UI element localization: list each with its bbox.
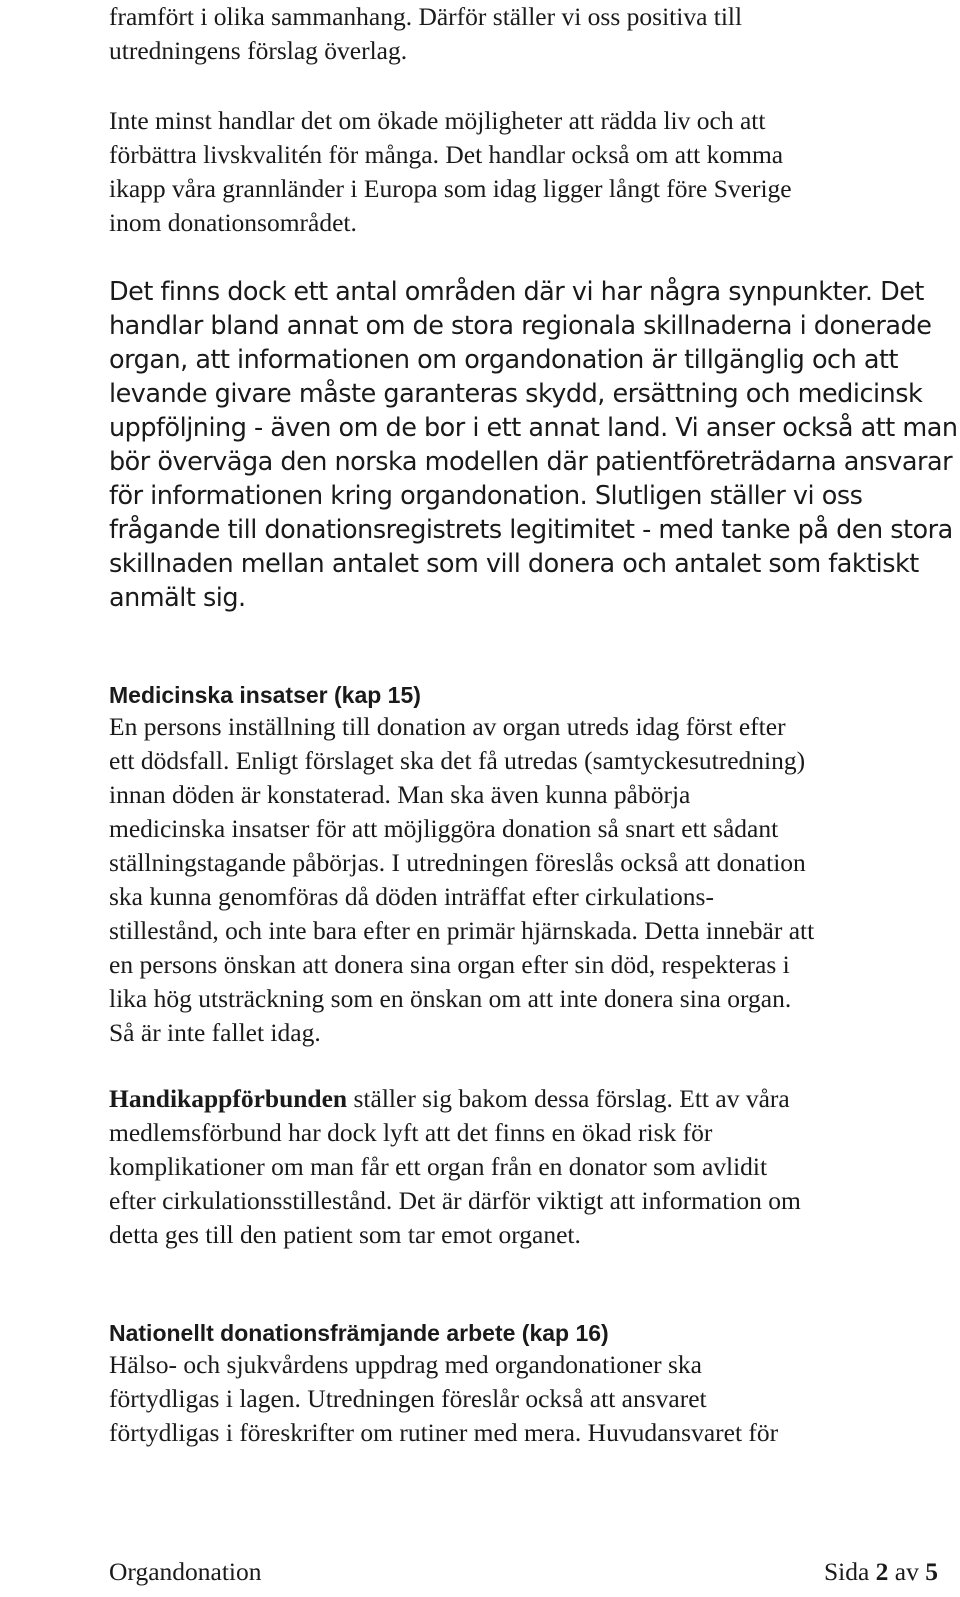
text-line: levande givare måste garanteras skydd, ersättning och medicinsk <box>109 379 923 409</box>
text-line: uppföljning - även om de bor i ett annat land. Vi anser också att man <box>109 413 958 443</box>
text-line: organ, att informationen om organdonation är tillgänglig och att <box>109 345 898 375</box>
text-line: ska kunna genomföras då döden inträffat efter cirkulations- <box>109 882 714 911</box>
text-line: bör överväga den norska modellen där patientföreträdarna ansvarar <box>109 447 953 477</box>
organization-name: Handikappförbunden <box>109 1084 348 1113</box>
text-line: förbättra livskvalitén för många. Det handlar också om att komma <box>109 140 784 169</box>
section-heading: Nationellt donationsfrämjande arbete (kap 16) <box>109 1320 609 1346</box>
text-line <box>109 1082 790 1116</box>
text-line: efter cirkulationsstillestånd. Det är därför viktigt att information om <box>109 1186 801 1215</box>
text-line: ställningstagande påbörjas. I utredningen föreslås också att donation <box>109 848 806 877</box>
text-line: detta ges till den patient som tar emot organet. <box>109 1220 581 1249</box>
text-line: en persons önskan att donera sina organ efter sin död, respekteras i <box>109 950 790 979</box>
text-line: anmält sig. <box>109 583 246 613</box>
page-current: 2 <box>875 1557 889 1586</box>
section-heading: Medicinska insatser (kap 15) <box>109 682 421 708</box>
footer-title: Organdonation <box>109 1557 262 1586</box>
text-line: lika hög utsträckning som en önskan om att inte donera sina organ. <box>109 984 792 1013</box>
page-number <box>824 1555 938 1589</box>
text-line: Hälso- och sjukvårdens uppdrag med organdonationer ska <box>109 1350 702 1379</box>
text-line: Det finns dock ett antal områden där vi har några synpunkter. Det <box>109 277 924 307</box>
text-line: förtydligas i lagen. Utredningen föreslår också att ansvaret <box>109 1384 707 1413</box>
text-line: förtydligas i föreskrifter om rutiner med mera. Huvudansvaret för <box>109 1418 779 1447</box>
page-separator: av <box>888 1557 926 1586</box>
text-line: frågande till donationsregistrets legitimitet - med tanke på den stora <box>109 515 953 545</box>
text-span: ställer sig bakom dessa förslag. Ett av våra <box>347 1084 790 1113</box>
text-line: medicinska insatser för att möjliggöra donation så snart ett sådant <box>109 814 779 843</box>
text-line: inom donationsområdet. <box>109 208 357 237</box>
text-line: Inte minst handlar det om ökade möjligheter att rädda liv och att <box>109 106 766 135</box>
text-line: stillestånd, och inte bara efter en primär hjärnskada. Detta innebär att <box>109 916 815 945</box>
text-line: ikapp våra grannländer i Europa som idag ligger långt före Sverige <box>109 174 792 203</box>
text-line: komplikationer om man får ett organ från en donator som avlidit <box>109 1152 768 1181</box>
text-line: innan döden är konstaterad. Man ska även kunna påbörja <box>109 780 691 809</box>
page-label: Sida <box>823 1557 876 1586</box>
text-line: utredningens förslag överlag. <box>109 36 408 65</box>
text-line: för informationen kring organdonation. Slutligen ställer vi oss <box>109 481 863 511</box>
page-total: 5 <box>925 1557 938 1586</box>
text-line: framfört i olika sammanhang. Därför ställer vi oss positiva till <box>109 2 743 31</box>
text-line: medlemsförbund har dock lyft att det finns en ökad risk för <box>109 1118 713 1147</box>
text-line: handlar bland annat om de stora regionala skillnaderna i donerade <box>109 311 932 341</box>
text-line: ett dödsfall. Enligt förslaget ska det få utredas (samtyckesutredning) <box>109 746 806 775</box>
text-line: En persons inställning till donation av organ utreds idag först efter <box>109 712 786 741</box>
text-line: Så är inte fallet idag. <box>109 1018 321 1047</box>
text-line: skillnaden mellan antalet som vill donera och antalet som faktiskt <box>109 549 919 579</box>
